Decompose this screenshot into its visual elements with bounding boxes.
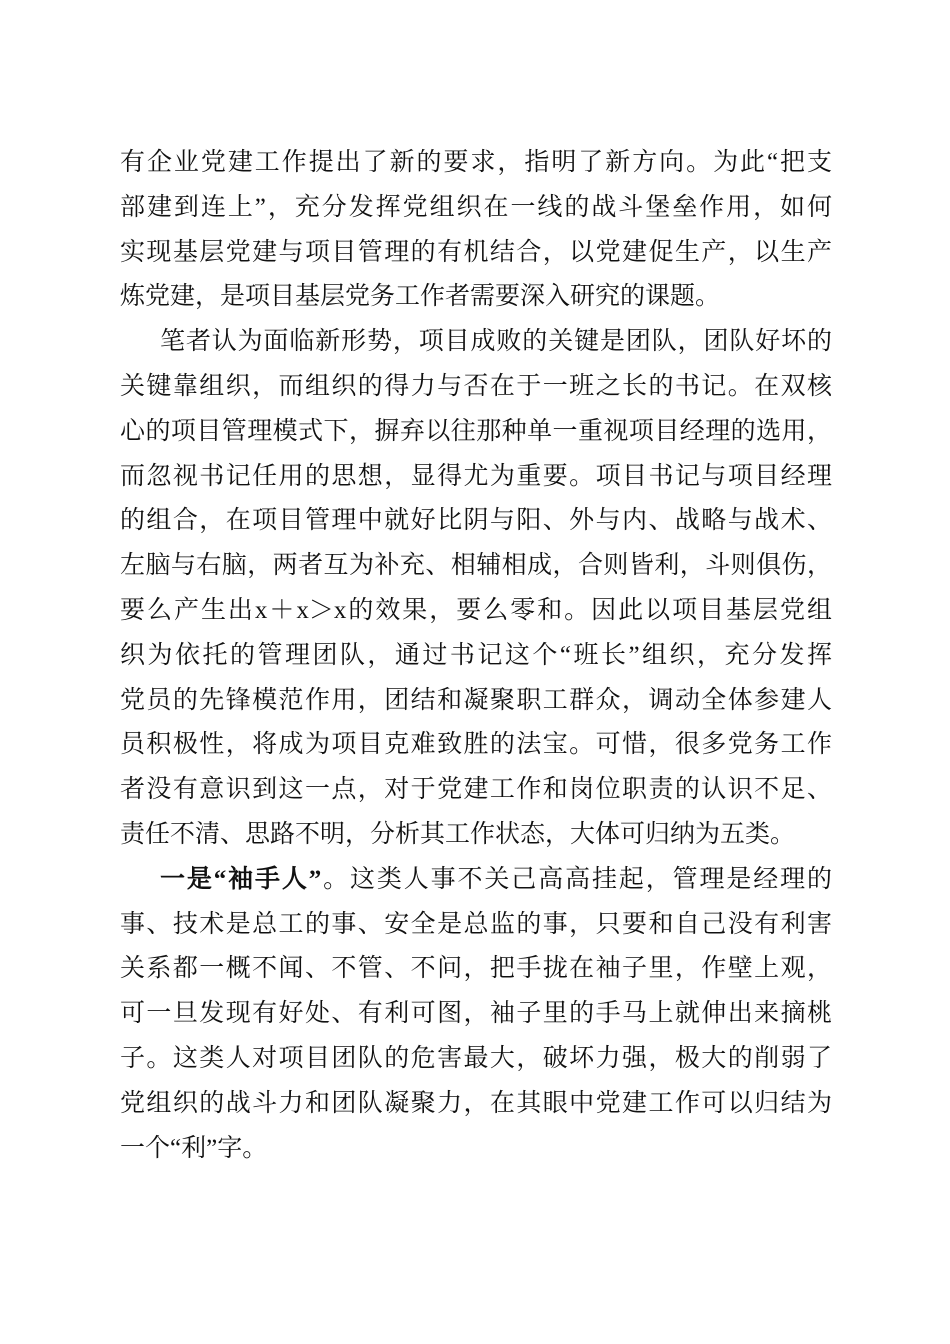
text-line: 笔者认为面临新形势，项目成败的关键是团队，团队好坏的 [160,328,832,356]
text-line: 关键靠组织，而组织的得力与否在于一班之长的书记。在双核 [120,372,832,400]
text-line: 者没有意识到这一点，对于党建工作和岗位职责的认识不足、 [120,776,832,804]
text-line: 子。这类人对项目团队的危害最大，破坏力强，极大的削弱了 [120,1044,832,1072]
text-line [120,858,832,903]
paragraph-lead-bold: 一是“袖手人” [160,865,322,893]
text-line: 而忽视书记任用的思想，显得尤为重要。项目书记与项目经理 [120,462,832,490]
paragraph-1 [120,141,832,320]
text-line: 心的项目管理模式下，摒弃以往那种单一重视项目经理的选用， [120,417,832,445]
text-line: 要么产生出x＋x＞x的效果，要么零和。因此以项目基层党组 [120,596,832,624]
document-body [120,141,832,1171]
text-line: 党员的先锋模范作用，团结和凝聚职工群众，调动全体参建人 [120,686,832,714]
text-line: 员积极性，将成为项目克难致胜的法宝。可惜，很多党务工作 [120,731,832,759]
text-line-rest: 。这类人事不关己高高挂起，管理是经理的 [321,865,832,893]
text-line: 炼党建，是项目基层党务工作者需要深入研究的课题。 [120,283,721,311]
paragraph-3 [120,858,832,1172]
text-line: 关系都一概不闻、不管、不问，把手拢在袖子里，作壁上观， [120,955,832,983]
text-line: 可一旦发现有好处、有利可图，袖子里的手马上就伸出来摘桃 [120,1000,832,1028]
text-line: 部建到连上”，充分发挥党组织在一线的战斗堡垒作用，如何 [120,193,832,221]
text-line: 党组织的战斗力和团队凝聚力，在其眼中党建工作可以归结为 [120,1089,832,1117]
text-line: 的组合，在项目管理中就好比阴与阳、外与内、战略与战术、 [120,507,832,535]
text-line: 有企业党建工作提出了新的要求，指明了新方向。为此“把支 [120,149,832,176]
text-line: 织为依托的管理团队，通过书记这个“班长”组织，充分发挥 [120,641,832,669]
text-line: 事、技术是总工的事、安全是总监的事，只要和自己没有利害 [120,910,832,938]
text-line: 一个“利”字。 [120,1134,268,1162]
paragraph-2 [120,320,832,858]
text-line: 责任不清、思路不明，分析其工作状态，大体可归纳为五类。 [120,820,796,848]
text-line: 实现基层党建与项目管理的有机结合，以党建促生产，以生产 [120,238,832,266]
text-line: 左脑与右脑，两者互为补充、相辅相成，合则皆利，斗则俱伤， [120,552,832,580]
